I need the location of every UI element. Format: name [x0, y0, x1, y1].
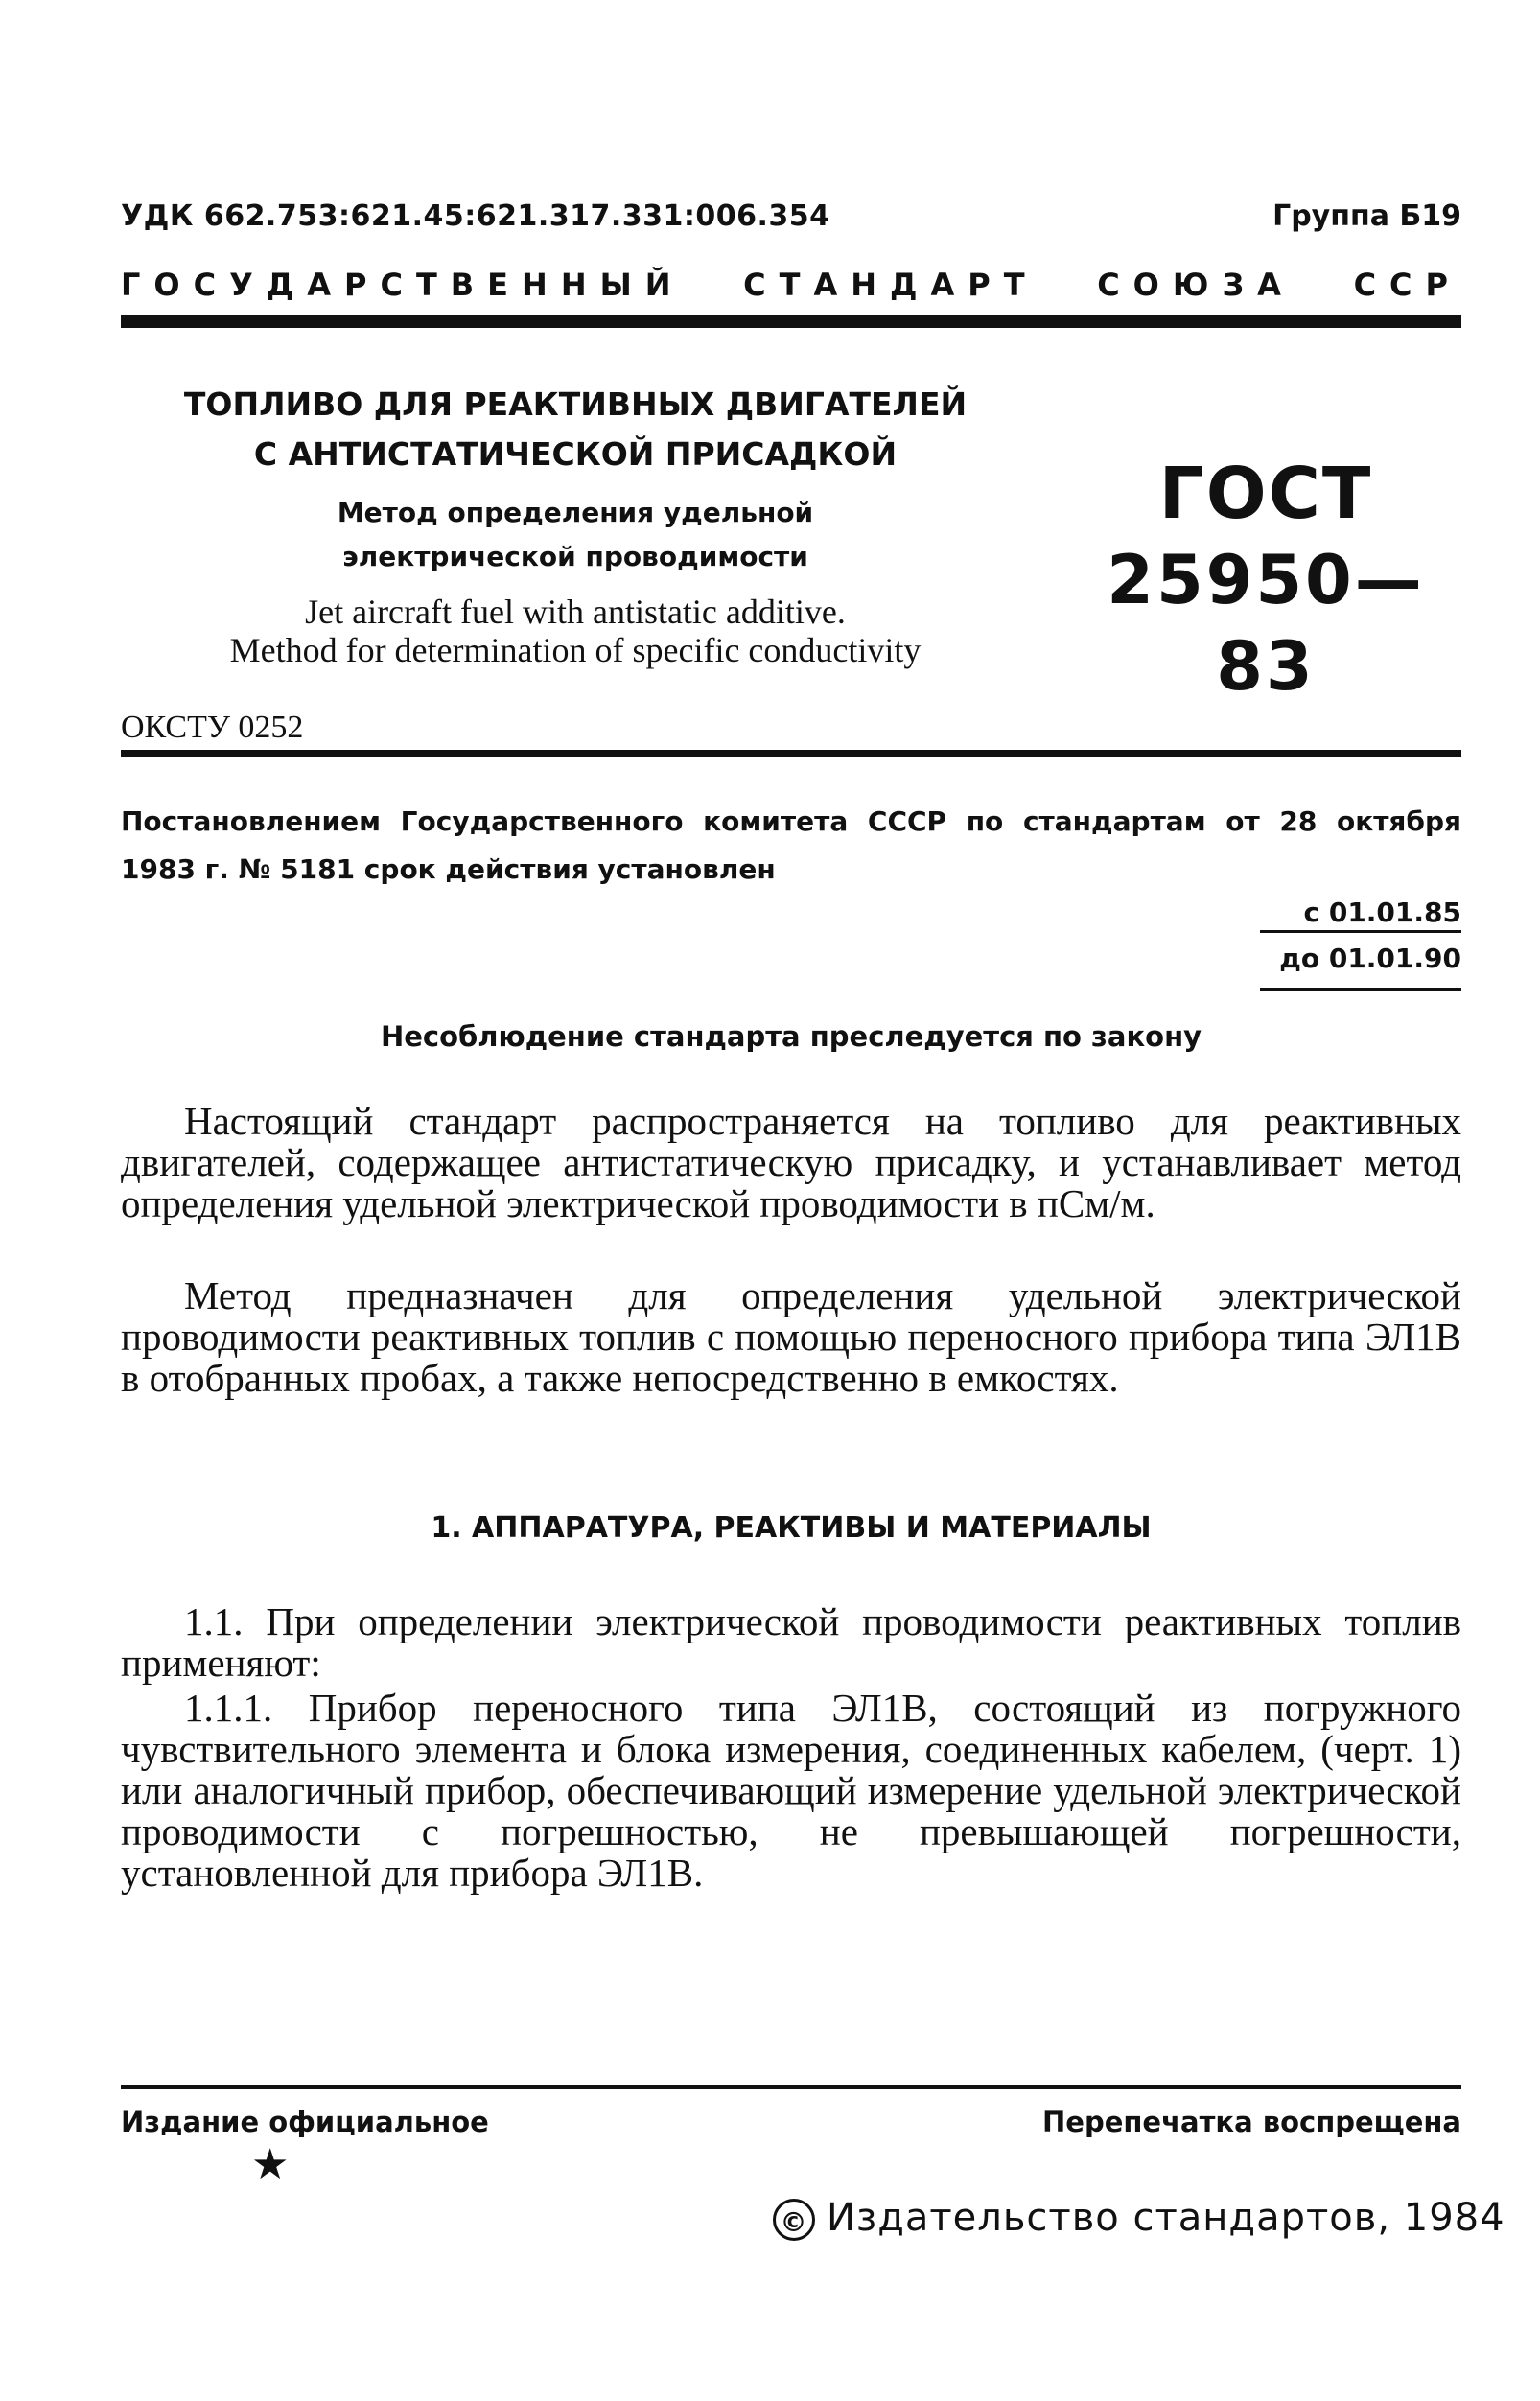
publisher-text: Издательство стандартов, 1984	[827, 2196, 1505, 2240]
paragraph	[121, 1601, 1461, 1684]
paragraph-text: 1.1.1. Прибор переносного типа ЭЛ1В, состоящий из погружного чувствительного элемента и блока измерения, соединенных кабелем, (черт. 1) или аналогичный прибор, обеспечивающий измерение удельной электрической проводимости с погрешностью, не превышающей погрешности, установленной для прибора ЭЛ1В.	[121, 1686, 1461, 1895]
okstu-rule	[121, 750, 1461, 757]
validity-dates	[1279, 890, 1461, 982]
footer-rule	[121, 2085, 1461, 2089]
group-code: Группа Б19	[1272, 199, 1461, 233]
star-icon: ★	[251, 2140, 290, 2189]
okstu-code: ОКСТУ 0252	[121, 710, 304, 745]
paragraph-text: Метод предназначен для определения удельной электрической проводимости реактивных топлив с помощью переносного прибора типа ЭЛ1В в отобранных пробах, а также непосредственно в емкостях.	[121, 1273, 1461, 1400]
gost-number: 25950—83	[1107, 541, 1425, 706]
udk-code: УДК 662.753:621.45:621.317.331:006.354	[121, 199, 830, 233]
resolution-text: Постановлением Государственного комитета СССР по стандартам от 28 октября 1983 г. № 5181 срок действия установлен	[121, 805, 1461, 885]
paragraph	[121, 1275, 1461, 1399]
copyright-icon: ©	[773, 2199, 815, 2241]
header-rule	[121, 315, 1461, 328]
gost-block	[1074, 451, 1458, 710]
standard-word: СТАНДАРТ	[743, 267, 1038, 303]
paragraph	[121, 1101, 1461, 1224]
standard-word: СОЮЗА	[1097, 267, 1295, 303]
title-block	[153, 380, 997, 669]
copyright-line	[773, 2196, 1505, 2241]
standard-word: ССР	[1353, 267, 1461, 303]
date-to: до 01.01.90	[1279, 943, 1461, 974]
edition-label: Издание официальное	[121, 2106, 489, 2138]
english-title: Method for determination of specific conductivity	[229, 631, 922, 669]
reprint-notice: Перепечатка воспрещена	[1042, 2106, 1461, 2138]
paragraph-text: Настоящий стандарт распространяется на топливо для реактивных двигателей, содержащее антистатическую присадку, и устанавливает метод определения удельной электрической проводимости в пСм/м.	[121, 1099, 1461, 1225]
title-line: С АНТИСТАТИЧЕСКОЙ ПРИСАДКОЙ	[253, 435, 898, 473]
date-from: с 01.01.85	[1303, 897, 1461, 928]
subtitle-line: Метод определения удельной	[337, 497, 814, 528]
date-underline	[1260, 988, 1461, 991]
title-line: ТОПЛИВО ДЛЯ РЕАКТИВНЫХ ДВИГАТЕЛЕЙ	[183, 385, 968, 423]
legal-warning: Несоблюдение стандарта преследуется по закону	[380, 1020, 1202, 1053]
date-divider	[1260, 930, 1461, 933]
standard-word: ГОСУДАРСТВЕННЫЙ	[121, 267, 685, 303]
paragraph-text: 1.1. При определении электрической проводимости реактивных топлив применяют:	[121, 1599, 1461, 1685]
subtitle-line: электрической проводимости	[342, 541, 808, 572]
section-heading: 1. АППАРАТУРА, РЕАКТИВЫ И МАТЕРИАЛЫ	[431, 1511, 1152, 1545]
english-title: Jet aircraft fuel with antistatic additive.	[305, 593, 846, 631]
paragraph	[121, 1688, 1461, 1894]
gost-label: ГОСТ	[1158, 453, 1373, 535]
standard-header	[121, 267, 1461, 303]
